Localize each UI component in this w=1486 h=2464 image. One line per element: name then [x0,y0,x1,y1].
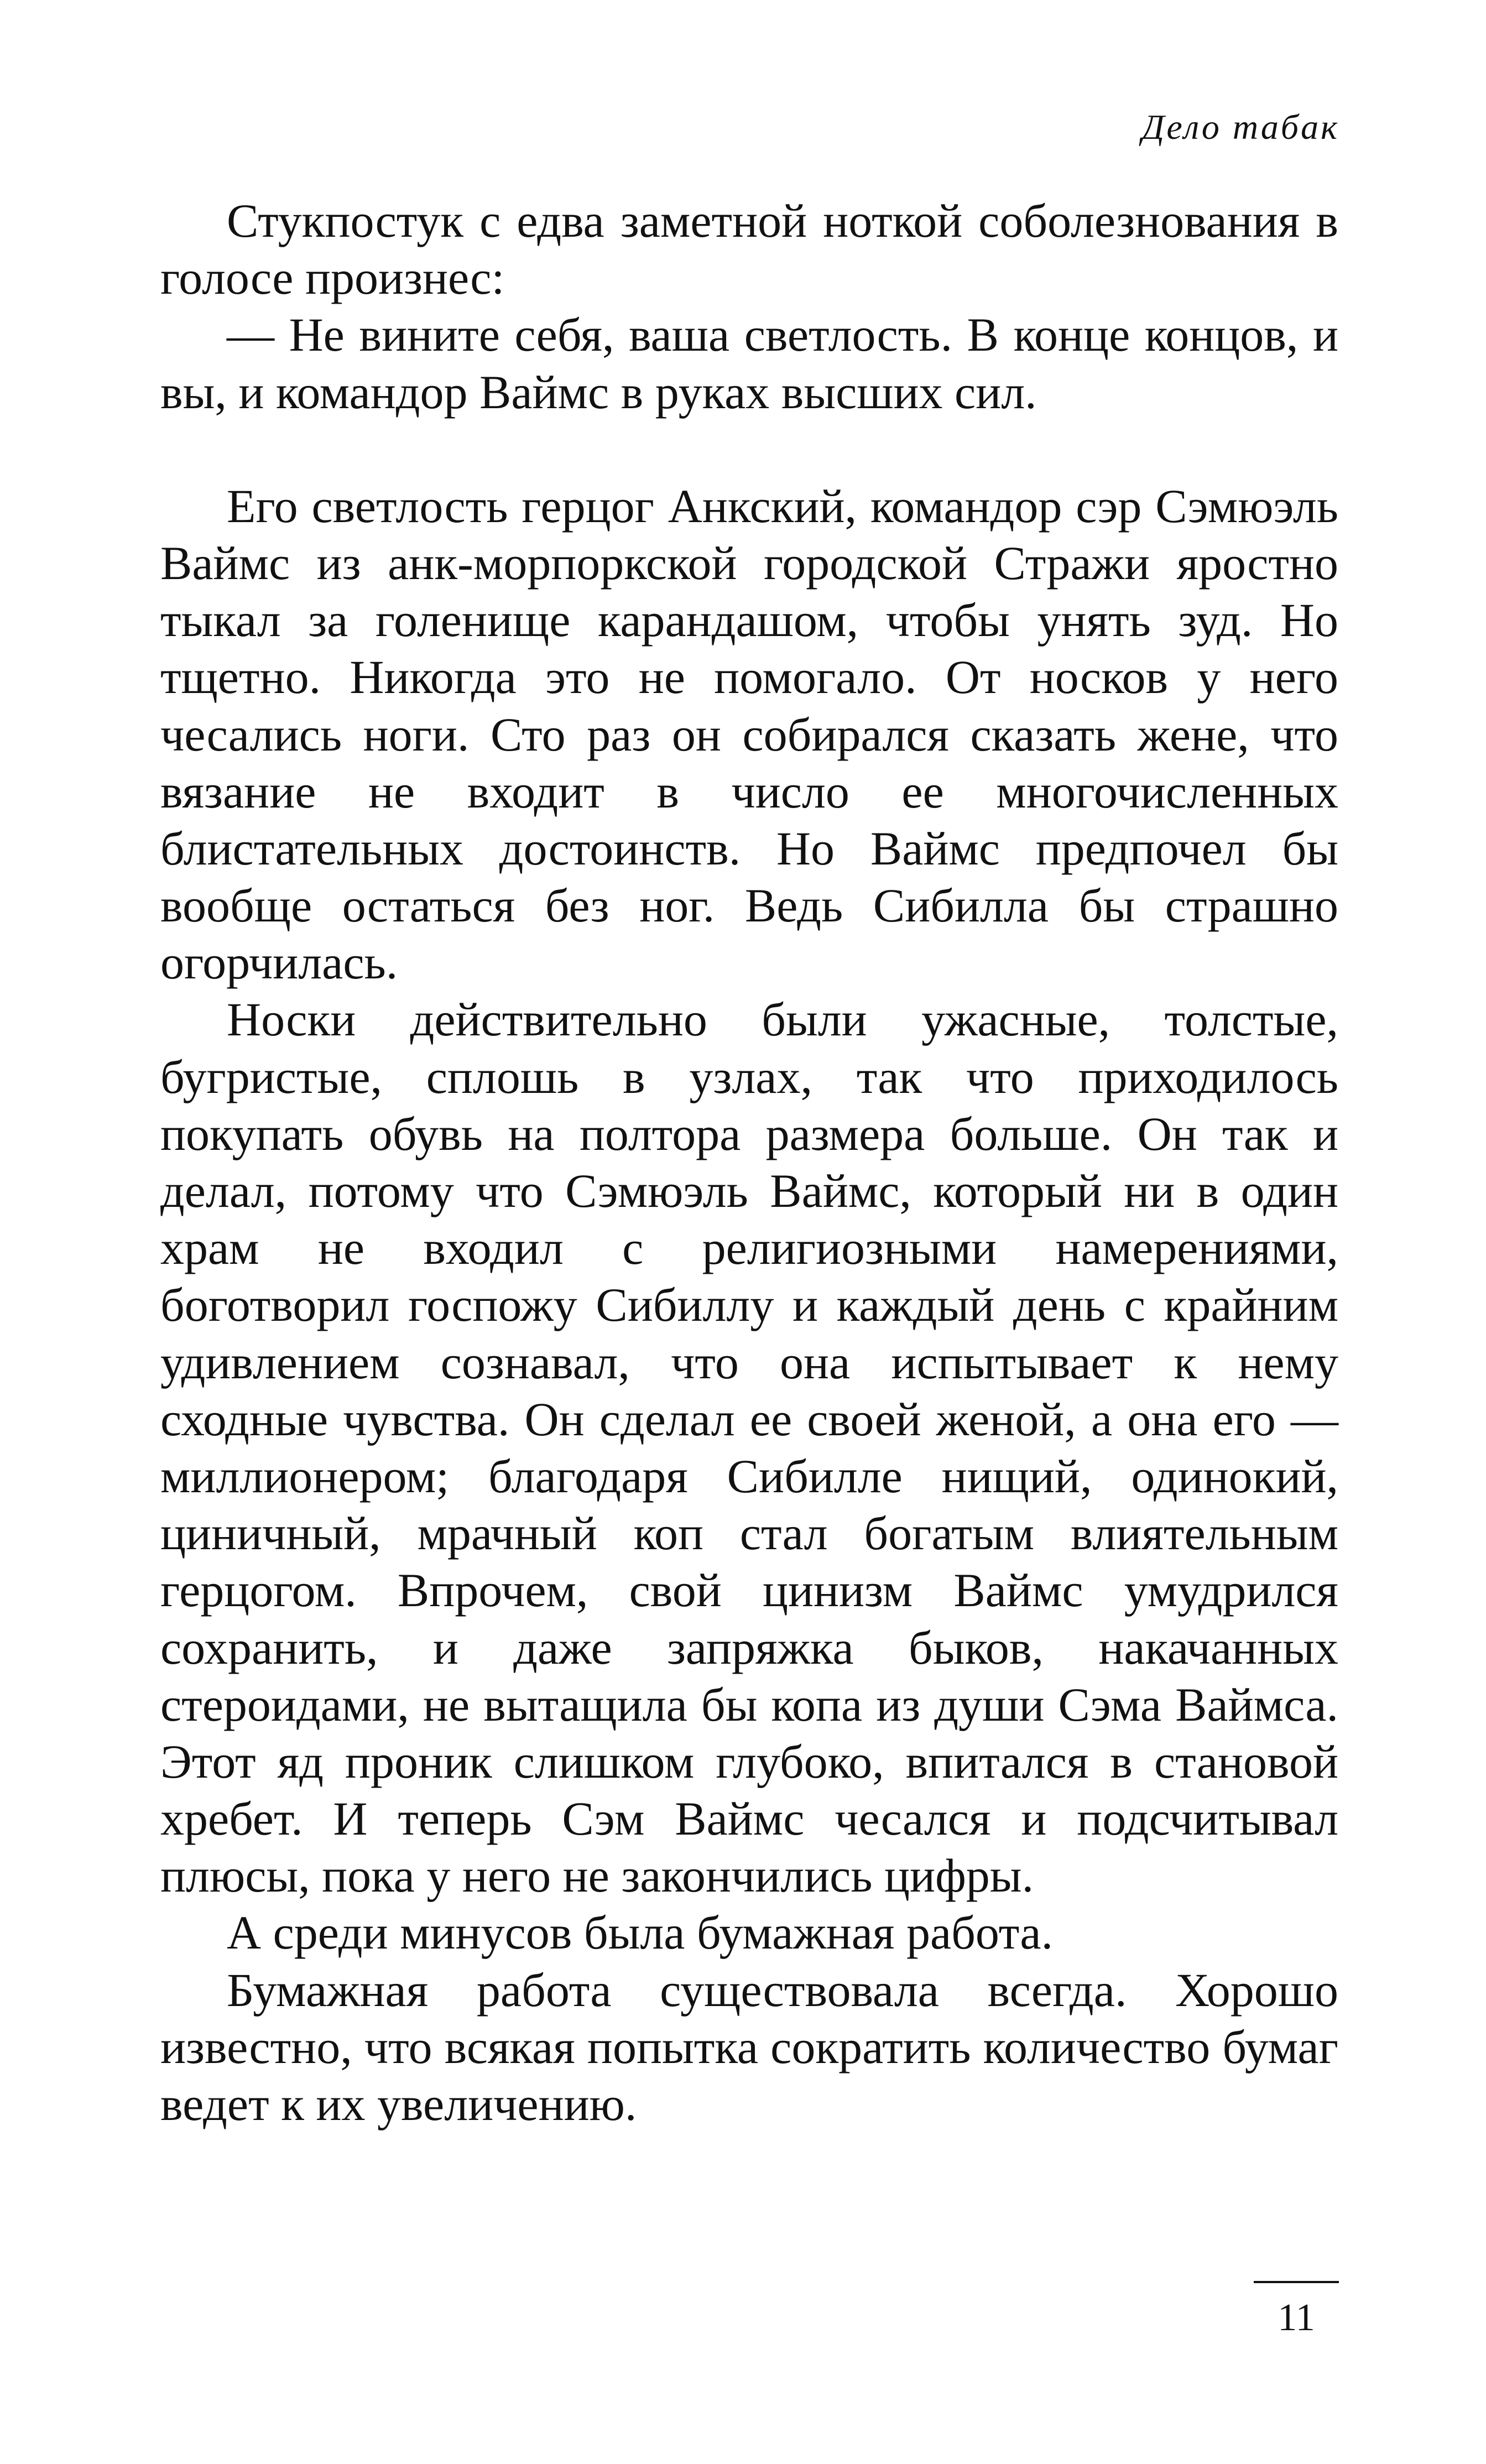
paragraph: А среди минусов была бумажная работа. [227,1906,1054,1960]
body-text [160,192,1338,2133]
paragraph: Его светлость герцог Анкский, командор сэр Сэмюэль Ваймс из анк-морпоркской городской Стражи яростно тыкал за голенище карандашом, чтобы унять зуд. Но тщетно. Никогда это не помогало. От носков у него чесались ноги. Сто раз он собирался сказать жене, что вязание не входит в число ее многочисленных блистательных достоинств. Но Ваймс предпочел бы вообще остаться без ног. Ведь Сибилла бы страшно огорчилась. [160,479,1338,989]
page-number: 11 [1278,2296,1315,2339]
paragraph: Бумажная работа существовала всегда. Хорошо известно, что всякая попытка сократить количество бумаг ведет к их увеличению. [160,1963,1338,2130]
paragraph: Стукпостук с едва заметной ноткой соболезнования в голосе произнес: [160,194,1338,305]
folio-rule [1254,2281,1339,2283]
running-head: Дело табак [1141,107,1339,147]
paragraph: — Не вините себя, ваша светлость. В конце концов, и вы, и командор Ваймс в руках высших сил. [160,308,1338,419]
paragraph: Носки действительно были ужасные, толстые, бугристые, сплошь в узлах, так что приходилось покупать обувь на полтора размера больше. Он так и делал, потому что Сэмюэль Ваймс, который ни в один храм не входил с религиозными намерениями, боготворил госпожу Сибиллу и каждый день с крайним удивлением сознавал, что она испытывает к нему сходные чувства. Он сделал ее своей женой, а она его — миллионером; благодаря Сибилле нищий, одинокий, циничный, мрачный коп стал богатым влиятельным герцогом. Впрочем, свой цинизм Ваймс умудрился сохранить, и даже запряжка быков, накачанных стероидами, не вытащила бы копа из души Сэма Ваймса. Этот яд проник слишком глубоко, впитался в становой хребет. И теперь Сэм Ваймс чесался и подсчитывал плюсы, пока у него не закончились цифры. [160,993,1338,1903]
